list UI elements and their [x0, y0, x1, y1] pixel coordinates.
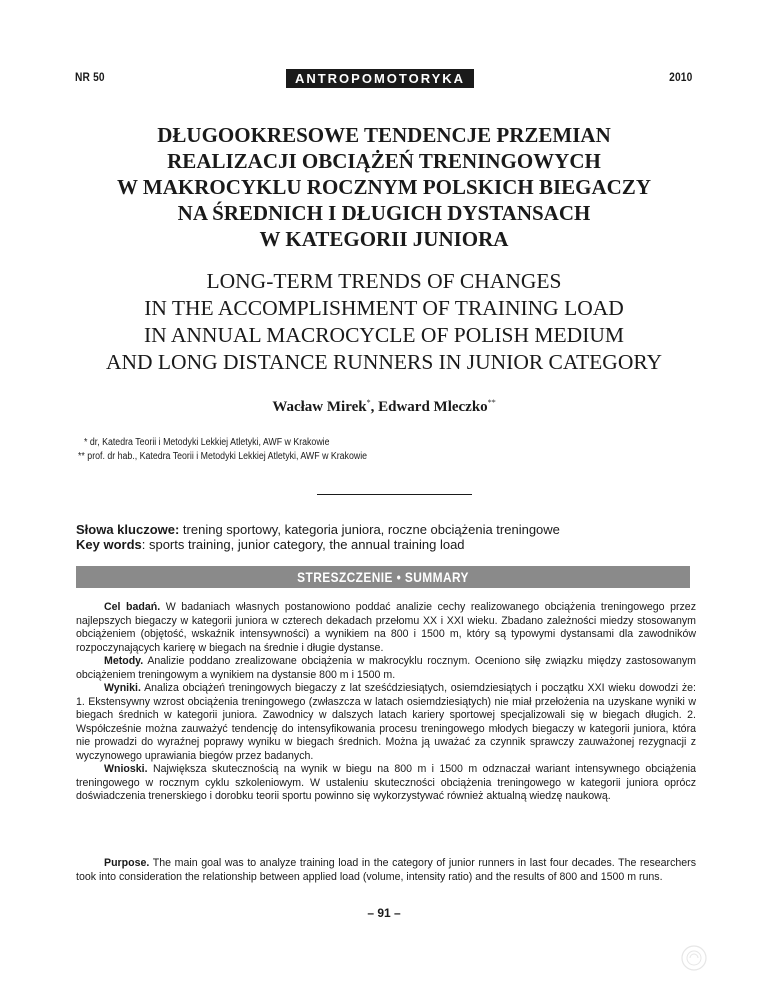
- affiliation-2: ** prof. dr hab., Katedra Teorii i Metodyki Lekkiej Atletyki, AWF w Krakowie: [78, 451, 368, 462]
- abstract-english: [76, 857, 696, 884]
- title-polish-line: DŁUGOOKRESOWE TENDENCJE PRZEMIAN: [157, 123, 611, 147]
- paragraph-label: Purpose.: [104, 857, 150, 869]
- title-english-line: IN ANNUAL MACROCYCLE OF POLISH MEDIUM: [144, 323, 624, 347]
- author-affiliation-mark: **: [487, 398, 496, 407]
- title-polish-line: W MAKROCYKLU ROCZNYM POLSKICH BIEGACZY: [117, 175, 651, 199]
- paragraph-text: Analizie poddano zrealizowane obciążenia w makrocyklu rocznym. Oceniono siłę związku między zastosowanym obciążeniem treningowym a wynikiem na dystansie 800 m i 1500 m.: [76, 655, 696, 681]
- abstract-polish: [76, 601, 696, 804]
- summary-heading: STRESZCZENIE • SUMMARY: [297, 569, 469, 585]
- page-number: – 91 –: [367, 906, 401, 920]
- author-separator: ,: [370, 399, 379, 415]
- keywords-text: trening sportowy, kategoria juniora, roczne obciążenia treningowe: [179, 522, 560, 537]
- summary-heading-bar: [76, 566, 690, 588]
- paragraph-text: W badaniach własnych postanowiono poddać analizie cechy realizowanego obciążenia treningowego przez najlepszych biegaczy w kategorii juniora w czterech dekadach przełomu XX i XXI wieku. Zbadano zależności miedzy stosowanym obciążeniem (objętość, wskaźnik intensywności) a wynikiem na 800 i 1500 m, który są typowymi dystansami dla zawodników rozpoczynających karierę w biegach na średnie i długie dystanse.: [76, 601, 696, 654]
- author-name: Wacław Mirek: [272, 399, 367, 415]
- abstract-paragraph: [76, 655, 696, 682]
- title-english-line: AND LONG DISTANCE RUNNERS IN JUNIOR CATEGORY: [105, 350, 663, 374]
- title-english-line: IN THE ACCOMPLISHMENT OF TRAINING LOAD: [144, 296, 624, 320]
- title-polish-line: NA ŚREDNICH I DŁUGICH DYSTANSACH: [177, 201, 591, 225]
- title-english-line: LONG-TERM TRENDS OF CHANGES: [206, 269, 562, 293]
- title-polish-line: REALIZACJI OBCIĄŻEŃ TRENINGOWYCH: [167, 149, 601, 173]
- paragraph-text: Największa skutecznością na wynik w biegu na 800 m i 1500 m odznaczał wariant intensywnego obciążenia treningowego w rocznym cyklu szkoleniowym. W ustaleniu skuteczności obciążenia treningowego w kategorii juniora oprócz doświadczenia trenerskiego i dorobku teorii sportu powinno się wykorzystywać również aktualną wiedzę naukową.: [76, 763, 696, 802]
- keywords-label: Słowa kluczowe:: [76, 522, 180, 537]
- journal-name-banner: ANTROPOMOTORYKA: [286, 69, 474, 88]
- paragraph-label: Cel badań.: [104, 601, 161, 613]
- paragraph-label: Wnioski.: [104, 763, 148, 775]
- keywords-polish: [76, 522, 560, 537]
- publication-year: 2010: [668, 70, 692, 84]
- keywords-text: : sports training, junior category, the annual training load: [141, 537, 465, 552]
- issue-number: NR 50: [75, 70, 105, 84]
- title-polish: [60, 122, 708, 252]
- paragraph-text: Analiza obciążeń treningowych biegaczy z lat sześćdziesiątych, osiemdziesiątych i początku XXI wieku dowodzi że: 1. Ekstensywny wzrost obciążenia treningowego (zwłaszcza w latach osiemdziesiątych) nie miał przełożenia na uzyskane wyniki w biegach średnich w kategorii juniora. Zawodnicy w dalszych latach kariery sportowej specjalizowali się w biegach długich. 2. Współcześnie można zauważyć tendencję do intensyfikowania procesu treningowego młodych biegaczy w kategorii juniora, która nie prowadzi do wyraźnej poprawy wyniku w biegach średnich. Można ją uważać za czynnik sprawczy zauważonej rezygnacji z wyczynowego uprawiania biegów przez badanych.: [76, 682, 696, 762]
- author-name: Edward Mleczko: [378, 399, 488, 415]
- section-divider: [317, 494, 472, 495]
- paragraph-text: The main goal was to analyze training load in the category of junior runners in last four decades. The researchers took into consideration the relationship between applied load (volume, intensity ratio) and the results of 800 and 1500 m runs.: [76, 857, 696, 883]
- abstract-paragraph: [76, 601, 696, 655]
- abstract-paragraph: [76, 763, 696, 804]
- affiliation-1: * dr, Katedra Teorii i Metodyki Lekkiej Atletyki, AWF w Krakowie: [84, 437, 330, 448]
- author-affiliation-mark: *: [366, 398, 371, 407]
- watermark-logo-icon: [681, 945, 707, 971]
- paragraph-label: Metody.: [104, 655, 144, 667]
- keywords-label: Key words: [76, 537, 142, 552]
- title-english: [40, 268, 728, 376]
- author-list: [0, 398, 768, 416]
- paragraph-label: Wyniki.: [104, 682, 141, 694]
- abstract-paragraph: [76, 682, 696, 763]
- title-polish-line: W KATEGORII JUNIORA: [259, 227, 509, 251]
- abstract-paragraph: [76, 857, 696, 884]
- keywords-english: [76, 537, 465, 552]
